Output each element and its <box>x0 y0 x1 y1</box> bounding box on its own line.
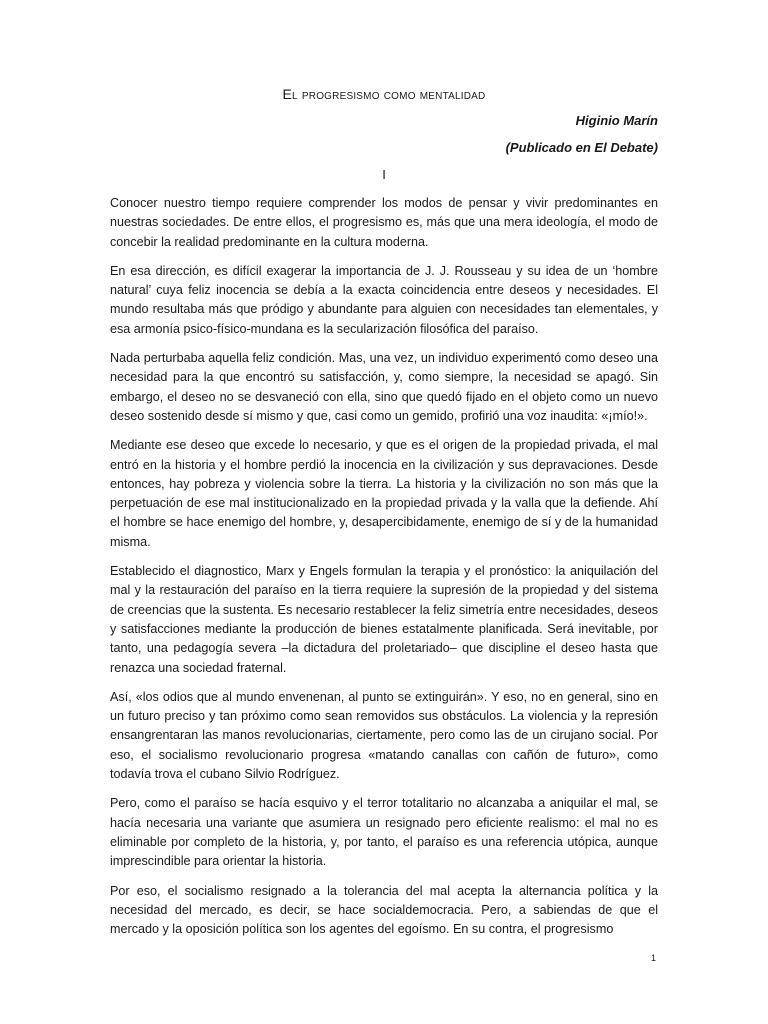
paragraph: Establecido el diagnostico, Marx y Engels formulan la terapia y el pronóstico: la aniquilación del mal y la restauración del paraíso en la tierra requiere la supresión de la propiedad y del sistema de creencias que la sustenta. Es necesario restablecer la feliz simetría entre necesidades, deseos y satisfacciones mediante la producción de bienes estatalmente planificada. Será inevitable, por tanto, una pedagogía severa –la dictadura del proletariado– que discipline el deseo hasta que renazca una sociedad fraternal. <box>110 564 658 675</box>
paragraph: Por eso, el socialismo resignado a la tolerancia del mal acepta la alternancia política y la necesidad del mercado, es decir, se hace socialdemocracia. Pero, a sabiendas de que el mercado y la oposición política son los agentes del egoísmo. En su contra, el progresismo <box>110 883 658 937</box>
section-number: I <box>382 167 386 182</box>
paragraph: Nada perturbaba aquella feliz condición. Mas, una vez, un individuo experimentó como deseo una necesidad para la que encontró su satisfacción, y, como siempre, la necesidad se apagó. Sin embargo, el deseo no se desvaneció con ella, sino que quedó fijado en el objeto como un nuevo deseo sostenido desde sí mismo y que, casi como un gemido, profirió una voz inaudita: «¡mío!». <box>110 351 658 423</box>
author-name: Higinio Marín <box>575 113 658 128</box>
paragraph: En esa dirección, es difícil exagerar la importancia de J. J. Rousseau y su idea de un ‘hombre natural’ cuya feliz inocencia se debía a la exacta coincidencia entre deseos y necesidades. El mundo resultaba más que pródigo y abundante para alguien con necesidades tan elementales, y esa armonía psico-físico-mundana es la secularización filosófica del paraíso. <box>110 263 658 336</box>
paragraph: Así, «los odios que al mundo envenenan, al punto se extinguirán». Y eso, no en general, sino en un futuro preciso y tan próximo como sean removidos sus obstáculos. La violencia y la represión ensangrentaran las manos revolucionarias, ciertamente, pero como las de un cirujano social. Por eso, el socialismo revolucionario progresa «matando canallas con cañón de futuro», como todavía trova el cubano Silvio Rodríguez. <box>110 689 658 782</box>
publication-note: (Publicado en El Debate) <box>505 140 658 155</box>
paragraph: Conocer nuestro tiempo requiere comprender los modos de pensar y vivir predominantes en nuestras sociedades. De entre ellos, el progresismo es, más que una mera ideología, el modo de concebir la realidad predominante en la cultura moderna. <box>110 196 658 249</box>
document-body <box>110 84 658 949</box>
paragraph: Pero, como el paraíso se hacía esquivo y el terror totalitario no alcanzaba a aniquilar el mal, se hacía necesaria una variante que asumiera un resignado pero eficiente realismo: el mal no es eliminable por completo de la historia, y, por tanto, el paraíso es una referencia utópica, aunque imprescindible para orientar la historia. <box>110 796 658 869</box>
document-title <box>110 84 658 104</box>
document-title-text: El progresismo como mentalidad <box>282 86 486 102</box>
page-number: 1 <box>650 953 656 963</box>
paragraph: Mediante ese deseo que excede lo necesario, y que es el origen de la propiedad privada, el mal entró en la historia y el hombre perdió la inocencia en la civilización y sus depravaciones. Desde entonces, hay pobreza y violencia sobre la tierra. La historia y la civilización no son más que la perpetuación de ese mal institucionalizado en la propiedad privada y la valla que la defiende. Ahí el hombre se hace enemigo del hombre, y, desapercibidamente, enemigo de sí y de la humanidad misma. <box>110 438 658 549</box>
